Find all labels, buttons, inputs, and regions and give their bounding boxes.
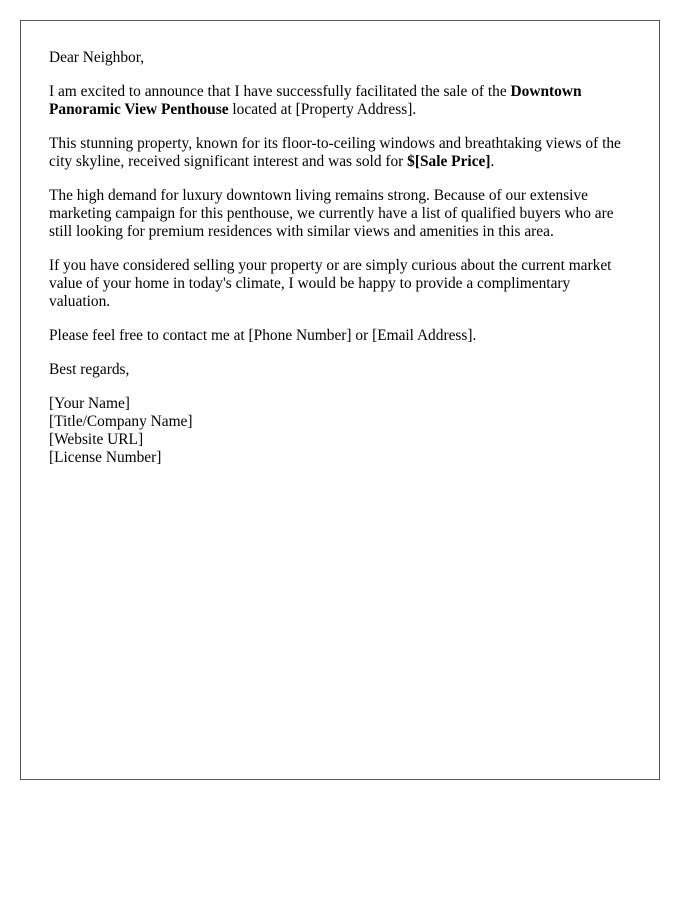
signature-license: [License Number] <box>49 449 162 466</box>
greeting: Dear Neighbor, <box>49 49 145 66</box>
signature-website: [Website URL] <box>49 431 144 448</box>
paragraph-announcement <box>49 83 631 119</box>
signature-name: [Your Name] <box>49 395 130 412</box>
paragraph-contact: Please feel free to contact me at [Phone Number] or [Email Address]. <box>49 327 477 344</box>
announcement-text-end: located at [Property Address]. <box>228 101 417 118</box>
paragraph-market-demand: The high demand for luxury downtown living remains strong. Because of our extensive marketing campaign for this penthouse, we currently have a list of qualified buyers who are still looking for premium residences with similar views and amenities in this area. <box>49 187 614 240</box>
signature-block <box>49 395 631 467</box>
property-name: Downtown Panoramic View Penthouse <box>49 83 582 118</box>
signature-title: [Title/Company Name] <box>49 413 193 430</box>
paragraph-valuation-offer: If you have considered selling your property or are simply curious about the current market value of your home in today's climate, I would be happy to provide a complimentary valuation. <box>49 257 612 310</box>
closing: Best regards, <box>49 361 130 378</box>
announcement-text-start: I am excited to announce that I have successfully facilitated the sale of the <box>49 83 511 100</box>
letter-page <box>20 20 660 780</box>
details-text-end: . <box>490 153 495 170</box>
sale-price: $[Sale Price] <box>407 153 491 170</box>
paragraph-property-details <box>49 135 631 171</box>
details-text-start: This stunning property, known for its floor-to-ceiling windows and breathtaking views of the city skyline, received significant interest and was sold for <box>49 135 621 170</box>
